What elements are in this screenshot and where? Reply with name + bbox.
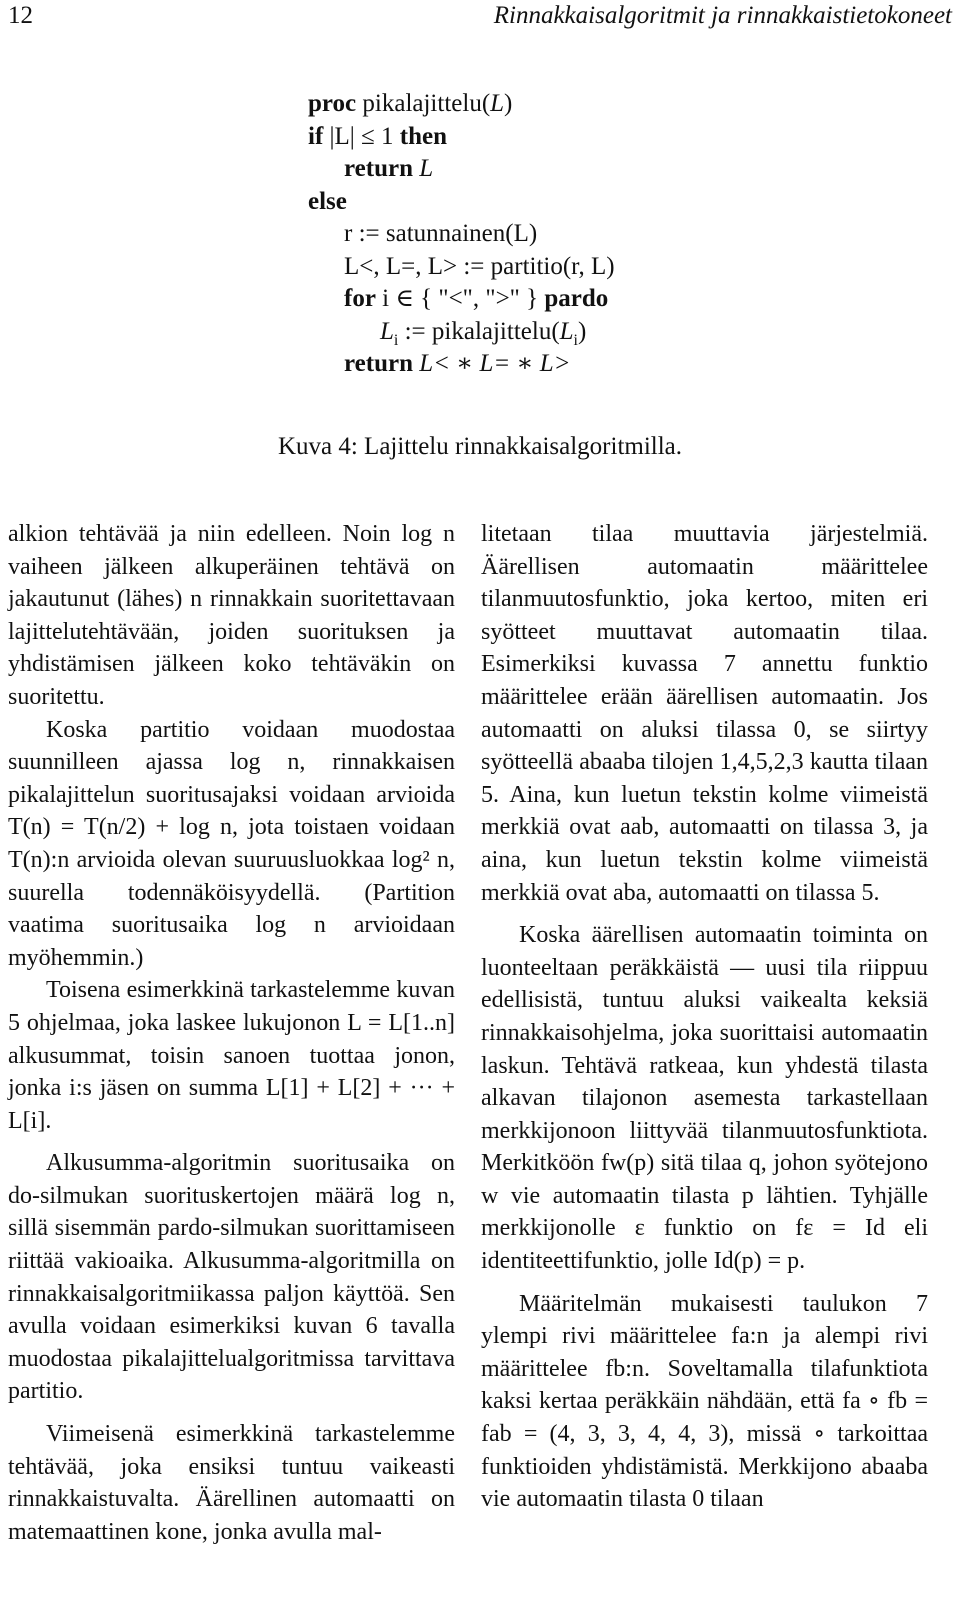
running-title: Rinnakkaisalgoritmit ja rinnakkaistietokoneet [493, 2, 952, 29]
keyword-return: return [344, 155, 413, 182]
page-number: 12 [8, 2, 33, 29]
if-condition: |L| ≤ 1 [323, 122, 400, 150]
right-paragraph-2: Koska äärellisen automaatin toiminta on luonteeltaan peräkkäistä — uusi tila riippuu edellisistä, tuntuu aluksi vaikealta keksiä rinnakkaisohjelma, joka suorittaisi automaatin laskun. Tehtävä ratkeaa, kun yhdestä tilasta alkavan tilajonon asemesta tarkastellaan merkkijonoon liittyvää tilanmuutosfunktiota. Merkitköön fw(p) sitä tilaa q, johon syötejono w vie automaatin tilasta p lähtien. Tyhjälle merkkijonolle ε funktio on fε = Id eli identiteettifunktio, jolle Id(p) = p. [481, 922, 928, 1275]
keyword-for: for [344, 285, 376, 312]
left-paragraph-2: Koska partitio voidaan muodostaa suunnilleen ajassa log n, rinnakkaisen pikalajittelun suoritusajaksi voidaan arvioida T(n) = T(n/2) + log n, jota toistaen voidaan T(n):n arvioida olevan suuruusluokkaa log² n, suurella todennäköisyydellä. (Partition vaatima suoritusaika log n arvioidaan myöhemmin.) [8, 716, 455, 971]
left-paragraph-3: Toisena esimerkkinä tarkastelemme kuvan 5 ohjelmaa, joka laskee lukujonon L = L[1..n] alkusummat, toisin sanoen tuottaa jonon, jonka i:s jäsen on summa L[1] + L[2] + ··· + L[i]. [8, 977, 455, 1134]
right-paragraph-1: litetaan tilaa muuttavia järjestelmiä. Äärellisen automaatin määrittelee tilanmuutosfunktio, joka kertoo, miten eri syötteet muuttavat automaatin tilaa. Esimerkiksi kuvassa 7 annettu funktio määrittelee erään äärellisen automaatin. Jos automaatti on aluksi tilassa 0, se siirtyy syötteellä abaaba tilojen 1,4,5,2,3 kautta tilaan 5. Aina, kun luetun tekstin kolme viimeistä merkkiä ovat aab, automaatti on tilassa 3, ja aina, kun luetun tekstin kolme viimeistä merkkiä ovat aba, automaatti on tilassa 5. [481, 521, 928, 906]
keyword-then: then [399, 122, 448, 150]
algo-line-return-concat [308, 348, 615, 381]
proc-close: ) [504, 90, 513, 117]
algo-line-assign-r [308, 218, 615, 251]
right-paragraph-3: Määritelmän mukaisesti taulukon 7 ylempi rivi määrittelee fa:n ja alempi rivi määrittelee fb:n. Soveltamalla tilafunktiota kaksi kertaa peräkkäin nähdään, että fa ∘ fb = fab = (4, 3, 3, 4, 4, 3), missä ∘ tarkoittaa funktioiden yhdistämistä. Merkkijono abaaba vie automaatin tilasta 0 tilaan [481, 1290, 928, 1513]
algo-line-return-l [308, 153, 615, 186]
recurse-call: := pikalajittelu( [398, 317, 560, 345]
figure-caption: Kuva 4: Lajittelu rinnakkaisalgoritmilla. [277, 433, 683, 460]
recurse-target: L [380, 317, 394, 345]
partition-statement: L<, L=, L> := partitio(r, L) [344, 252, 615, 280]
left-paragraph-4: Alkusumma-algoritmin suoritusaika on do-silmukan suorituskertojen määrä log n, sillä sisemmän pardo-silmukan suorittamiseen riittää vakioaika. Alkusumma-algoritmilla on rinnakkaisalgoritmiikassa paljon käyttöä. Sen avulla voidaan esimerkiksi kuvan 6 tavalla muodostaa pikalajittelualgoritmissa tarvittava partitio. [8, 1150, 455, 1405]
algorithm-listing [308, 88, 615, 381]
algo-line-for [308, 283, 615, 316]
proc-name: pikalajittelu( [356, 90, 491, 117]
recurse-arg: L [559, 317, 574, 345]
page-header [0, 0, 960, 40]
algo-line-partition [308, 251, 615, 284]
algo-line-proc [308, 88, 615, 121]
keyword-return-final: return [344, 350, 413, 377]
right-column [481, 518, 928, 1516]
proc-param: L [490, 90, 505, 117]
assign-r: r := satunnainen(L) [344, 220, 538, 247]
recurse-arg-sub: i [573, 331, 578, 349]
return-value: L [412, 155, 434, 182]
algo-line-recurse [308, 316, 615, 349]
recurse-target-sub: i [393, 331, 399, 349]
keyword-pardo: pardo [544, 285, 609, 312]
left-paragraph-1: alkion tehtävää ja niin edelleen. Noin log n vaiheen jälkeen alkuperäinen tehtävä on jakautunut (lähes) n rinnakkain suoritettavaan lajittelutehtävään, joiden suorituksen ja yhdistämisen jälkeen koko tehtäväkin on suoritettu. [8, 521, 455, 710]
algo-line-if [308, 121, 615, 154]
for-condition: i ∈ { "<", ">" } [375, 285, 545, 312]
keyword-else: else [308, 187, 347, 215]
algo-line-else [308, 186, 615, 219]
left-paragraph-5: Viimeisenä esimerkkinä tarkastelemme tehtävää, joka ensiksi tuntuu vaikeasti rinnakkaistuvalta. Äärellinen automaatti on matemaattinen kone, jonka avulla mal- [8, 1421, 455, 1545]
concat-expression: L< ∗ L= ∗ L> [412, 350, 571, 377]
keyword-if: if [308, 122, 324, 150]
keyword-proc: proc [308, 90, 357, 117]
left-column [8, 518, 455, 1548]
recurse-close: ) [578, 317, 587, 345]
